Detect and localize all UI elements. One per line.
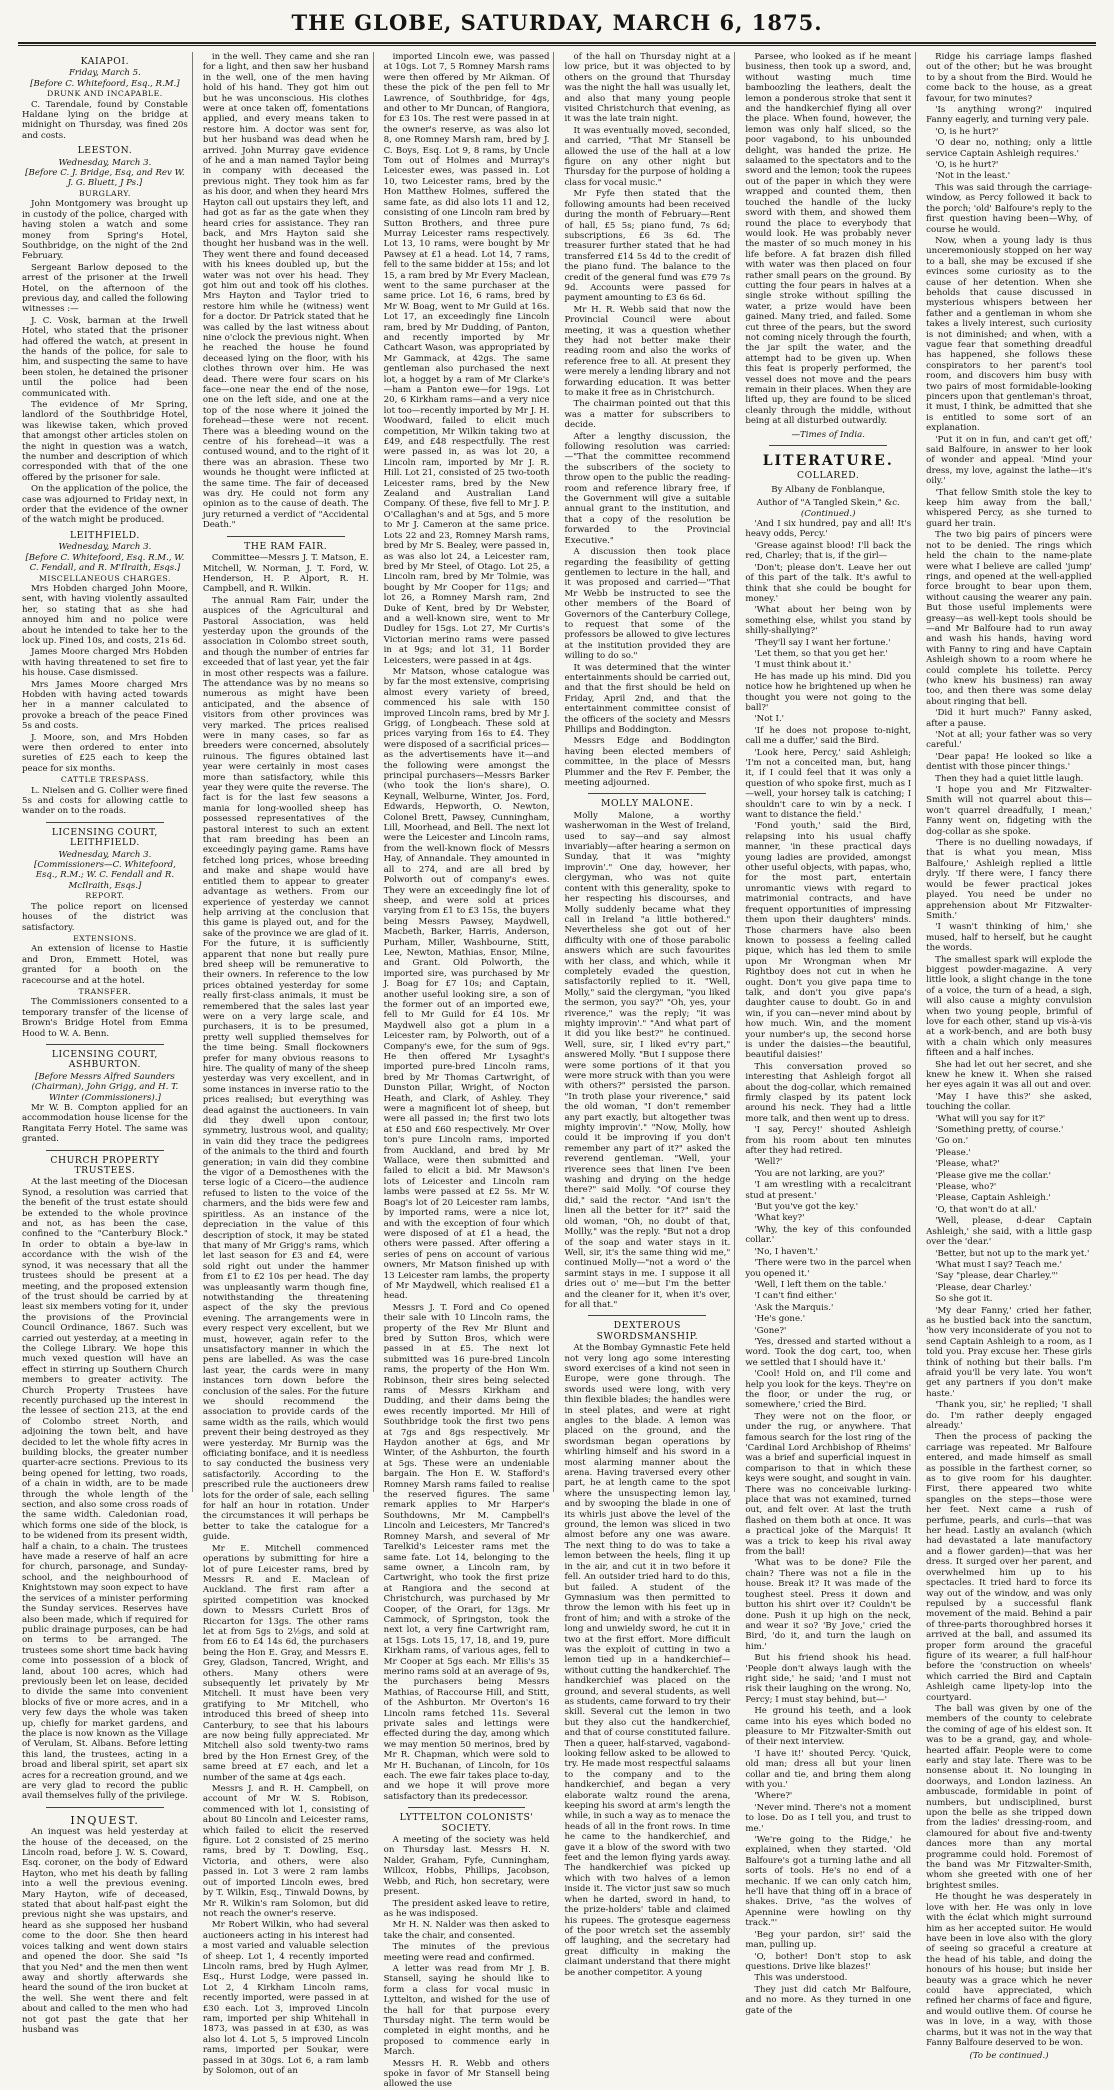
section-category: DRUNK AND INCAPABLE. — [47, 89, 163, 99]
paragraph: 'Let them, so that you get her.' — [754, 648, 888, 659]
paragraph: 'O, is he hurt?' — [935, 126, 999, 137]
section-title: LEESTON. — [77, 145, 133, 157]
paragraph: 'Thank you, sir,' he replied; 'I shall do. I'm rather deeply engaged already.' — [926, 1400, 1092, 1431]
paragraph: 'Well, please, d-dear Captain Ashleigh,' she said, with a little gasp over the 'dear.' — [926, 1216, 1092, 1248]
paragraph: Messrs J. T. Ford and Co opened their sale with 10 Lincoln rams, the property of the Rev Mr Blunt and bred by Sutton Bros, which were passed in at £5. The next lot submitted was 16 pure-bred Lincoln rams, the property of the Hon Wm. Robinson, their sires being selected rams of Messrs Kirkham and Dudding, and their dams being the ewes recently imported. Mr Hill of Southbridge took the first two pens at 7gs and 8gs respectively. Mr Haydon another at 6gs, and Mr Winter, of the Ashburton, the fourth at 5gs. These were an undeniable bargain. The Hon E. W. Stafford's Romney Marsh rams failed to realise the reserved figures. The same remark applies to Mr Harper's Southdowns, Mr M. Campbell's Lincoln and Leicesters, Mr Tancred's Romney Marsh, and several of Mr Tarelkid's Leicester rams met the same fate. Lot 14, belonging to the same owner, a Lincoln ram, by Cartwright, who took the first prize at Rangiora and the second at Christchurch, was purchased by Mr Cooper, of the Orari, for 13gs. Mr Cammock, of Springston, took the next lot, a very fine Cartwright ram, at 15gs. Lots 15, 17, 18, and 19, pure Kirkham rams, of various ages, fell to Mr Cooper at 5gs each. Mr Ellis's 35 merino rams sold at an average of 9s, the purchasers being Messrs Mathias, of Raccourse Hill, and Stitt, of the Ashburton. Mr Overton's 16 Lincoln rams fetched 11s. Several private sales and lettings were effected during the day, among which we may mention 50 merinos, bred by Mr R. Chapman, which were sold to Mr H. Buchanan, of Lincoln, for 10s each. The ewe fair takes place to-day, and we hope it will prove more satisfactory than its predecessor. — [383, 1302, 550, 1802]
paragraph: Mr E. Mitchell commenced operations by submitting for hire a lot of pure Leicester rams, bred by Messrs R. and E. Maclean of Auckland. The first ram after a spirited competition was knocked down to Messrs Curlett Bros of Riccarton for 13gs. The other rams let at from 5gs to 2½gs, and sold at from £6 to £4 14s 6d, the purchasers being the Hon E. Gray, and Messrs E. Grey, Gladson, Tancred, Wright, and others. Many others were subsequently let privately by Mr Mitchell. It must have been very gratifying to Mr Mitchell, who introduced this breed of sheep into Canterbury, to see that his labours are now being fully appreciated. Mr Mitchell also sold twenty-two rams bred by the Hon Ernest Grey, of the same breed at £7 each, and let a number of the same at 4gs each. — [202, 1543, 369, 1783]
paragraph: 'Grease against blood! I'll back the red, Charley; that is, if the girl— — [745, 540, 912, 562]
paragraph: He ground his teeth, and a look came into his eyes which boded no pleasure to Mr Fitzwalter-Smith out of their next interview. — [745, 1706, 912, 1748]
paragraph: They were not on the floor, or under the rug, or anywhere. That famous search for the lost ring of the 'Cardinal Lord Archbishop of Rheims' was a brief and superficial inquest in comparison to that in which these keys were sought, and sought in vain. There was no conceivable lurking-place that was not examined, turned out, and felt over. At last the truth flashed on them both at once. It was a practical joke of the Marquis! It was a trick to keep his rival away from the ball! — [745, 1411, 912, 1558]
divider — [588, 793, 706, 794]
paragraph: A discussion then took place regarding the feasibility of getting gentlemen to lecture in the hall, and it was proposed and carried—"That Mr Webb be instructed to see the other members of the Board of Governors of the Canterbury College, to request that some of the professors be allowed to give lectures at the institution provided they are willing to do so." — [564, 547, 731, 662]
section-date: Friday, March 5. — [68, 68, 141, 79]
masthead-rule — [18, 42, 1096, 44]
paragraph: It was determined that the winter entertainments should be carried out, and that the first should be held on Friday, April 2nd, and that the entertainment committee consist of the officers of the society and Messrs Phillips and Boddington. — [564, 662, 731, 735]
paragraph: 'I can't find either.' — [754, 1291, 837, 1302]
paragraph: Committee—Messrs J. T. Matson, E. Mitchell, W. Norman, J. T. Ford, W. Henderson, H. P. Alport, R. H. Campbell, and R. Wilkin. — [202, 553, 369, 595]
paragraph: 'I hope you and Mr Fitzwalter-Smith will not quarrel about this—won't quarrel dreadfully, I mean,' Fanny went on, fidgeting with the dog-collar as she spoke. — [926, 785, 1092, 837]
section-title: LICENSING COURT, LEITHFIELD. — [51, 826, 158, 849]
paragraph: So she got it. — [935, 1294, 993, 1305]
section-title: MOLLY MALONE. — [601, 798, 694, 810]
paragraph: 'What key?' — [754, 1213, 805, 1224]
column-6 — [922, 52, 1096, 2062]
masthead-rule-thin — [18, 45, 1096, 46]
paragraph: 'There is no duelling nowadays, if that is what you mean, Miss Balfoure,' Ashleigh replied a little dryly. 'If there were, I fancy there would be fewer practical jokes played. You need be under no apprehension about Mr Fitzwalter-Smith.' — [926, 838, 1092, 921]
column-2 — [199, 52, 374, 2076]
paragraph: John Montgomery was brought up in custody of the police, charged with having stolen a watch and some money from Spring's Hotel, Southbridge, on the night of the 2nd February. — [22, 199, 188, 262]
paragraph: 'Put it on in fun, and can't get off,' said Balfoure, in answer to her look of wonder and appeal. 'Mind your dress, my love, against the lathe—it's oily.' — [926, 434, 1092, 487]
paragraph: 'What about her being won by something else, whilst you stand by shilly-shallying?' — [745, 605, 912, 637]
masthead: THE GLOBE, SATURDAY, MARCH 6, 1875. — [291, 10, 823, 35]
paragraph: 'Please, dear Charley.' — [935, 1282, 1032, 1293]
paragraph: Mrs Hobden charged John Moore, sent, with having violently assaulted her, so stating that as she had annoyed him and no police were about he intended to take her to the lock up. Fined 10s, and costs, 21s 6d. — [22, 583, 188, 646]
paragraph: This was understood. — [754, 1973, 848, 1984]
section-category: MISCELLANEOUS CHARGES. — [38, 573, 171, 583]
paragraph: 'Something pretty, of course.' — [935, 1125, 1064, 1136]
paragraph: 'Not I.' — [754, 714, 785, 725]
paragraph: imported Lincoln ewe, was passed at 10gs. Lot 7, 5 Romney Marsh rams were then offered by Mr Aikman. Of these the pick of the pen fell to Mr Lawrence, of Southbridge, for 4gs, and other to Mr Duncan, of Rangiora, for £3 10s. The rest were passed in at the owner's reserve, as was also lot 8, one Romney Marsh ram, bred by J. C. Boys, Esq. Lot 9, 8 rams, by Uncle Tom out of Holmes and Murray's Leicester ewes, was passed in. Lot 10, two Leicester rams, bred by the Hon Matthew Holmes, suffered the same fate, as did also lots 11 and 12, consisting of one Lincoln ram bred by Sutton Brothers, and three pure Murray Leicester rams respectively. Lot 13, 10 rams, were bought by Mr Pawsey at £1 a head. Lot 14, 7 rams, fell to the same bidder at 15s; and lot 15, a ram bred by Mr Every Maclean, went to the same purchaser at the same price. Lot 16, 6 rams, bred by Mr W. Boag, went to Mr Guild at 16s. Lot 17, an exceedingly fine Lincoln ram, bred by Mr Dudding, of Panton, and recently imported by Mr Cathcart Wason, was appropriated by Mr Gammack, at 42gs. The same gentleman also purchased the next lot, a hogget by a ram of Mr Clarke's—ham a Panton ewe—for 19gs. Lot 20, 6 Kirkham rams—and a very nice lot too—recently imported by Mr J. H. Woodward, failed to elicit much competition, Mr Wilkin taking two at £49, and £48 respectfully. The rest were passed in, as was lot 20, a Lincoln ram, imported by Mr J. R. Hill. Lot 21, consisted of 25 two-tooth Leicester rams, bred by the New Zealand and Australian Land Company. Of these, five fell to Mr J. P. O'Callaghan's and at 5gs, and 5 more to Mr J. Cameron at the same price. Lots 22 and 23, Romney Marsh rams, bred by Mr S. Bealey, were passed in, as was also lot 24, a Leicester ram, bred by Mr Steel, of Otago. Lot 25, a Lincoln ram, bred by Mr Tolmie, was bought by Mr Cooper for 11gs; and lot 26, a Romney Marsh ram, 2nd Duke of Kent, bred by Dr Webster, and a well-known sire, went to Mr Dudley for 15gs. Lot 27, Mr Curtis's Victorian merino rams were passed in at 9gs; and lot 31, 11 Border Leicesters, were passed in at 4gs. — [383, 52, 550, 666]
paragraph: 'We're going to the Ridge,' he explained, when they started. 'Old Balfoure's got a turning lathe and all sorts of tools. He's no end of a mechanic. If we can only catch him, he'll have that thing off in a brace of shakes. Drive, "as the wolves of Apennine were howling on thy track."' — [745, 1835, 912, 1929]
paragraph: 'I am wrestling with a recalcitrant stud at present.' — [745, 1180, 912, 1201]
paragraph: Sergeant Barlow deposed to the arrest of the prisoner at the Irwell Hotel, on the afternoon of the previous day, and called the following witnesses :— — [22, 262, 188, 315]
paragraph: Mrs James Moore charged Mrs Hobden with having acted towards her in a manner calculated to provoke a breach of the peace Fined 5s and costs. — [22, 679, 188, 732]
paragraph: 'May I have this?' she asked, touching the collar. — [926, 1091, 1092, 1113]
to-be-continued: (To be continued.) — [969, 2051, 1049, 2062]
paragraph: 'Cool! Hold on, and I'll come and help you look for the keys. They're on the floor, or under the rug, or somewhere,' cried the Bird. — [745, 1369, 912, 1411]
paragraph: Mr H. N. Nalder was then asked to take the chair, and consented. — [383, 1920, 550, 1941]
section-bench: [Commissioners—C. Whitefoord, Esq., R.M.; W. C. Fendall and R. McIlraith, Esqs.] — [33, 860, 176, 891]
paragraph: Messrs H. R. Webb and others spoke in favor of Mr Stansell being allowed the use — [383, 2058, 550, 2090]
section-title: THE RAM FAIR. — [244, 540, 328, 552]
paragraph: in the well. They came and she ran for a light, and then saw her husband in the well, one of the men having hold of his hand. They got him out but he was unconscious. His clothes were at once taken off, fomentations applied, and every means taken to restore him. A doctor was sent for, but her husband was dead when he arrived. John Murray gave evidence of he and a man named Taylor being in company with deceased the previous night. They took him as far as his door, and when they heard Mrs Hayton call out upstairs they left, and had got as far as the gate when they heard cries for assistance. They ran back, and Mrs Hayton said she thought her husband was in the well. They went there and found deceased with his knees doubled up, but the water was not over his head. They got him out and took off his clothes. Mrs Hayton and Taylor tried to restore him while he (witness) went for a doctor. Dr Patrick stated that he was called by the last witness about nine o'clock the previous night. When he reached the house he found deceased lying on the floor, with his clothes thrown over him. He was dead. There were four scars on his face—one near the end of the nose, one on the left side, and one at the top of the nose where it joined the forehead—these were not recent. There was a bleeding wound on the centre of his forehead—it was a contused wound, and to the right of it there was an abrasion. These two wounds he thought were inflicted at the same time. The fair of deceased was dry. He could not form any opinion as to the cause of death. The jury returned a verdict of "Accidental Death." — [202, 52, 369, 531]
section-category: EXTENSIONS. — [73, 933, 137, 943]
paragraph: It was eventually moved, seconded, and carried, "That Mr Stansell be allowed the use of the hall at a low figure on any other night but Thursday for the purpose of holding a class for vocal music." — [564, 125, 731, 188]
paragraph: 'Where?' — [754, 1791, 793, 1802]
section-title: KAIAPOI. — [80, 56, 130, 67]
paragraph: 'What must I say? Teach me.' — [935, 1259, 1062, 1270]
paragraph: Messrs J. and R. H. Campbell, on account of Mr W. S. Robison, commenced with lot 1, consisting of about 80 Lincoln and Leicester rams, which failed to elicit the reserved figure. Lot 2 consisted of 25 merino rams, bred by T. Dowling, Esq., Victoria, and others, were also passed in. Lot 3 were 2 ram lambs out of imported Lincoln ewes, bred by T. Wilkin, Esq., Tinwald Downs, by Mr R. Wilkin's ram Solomon, but did not reach the owner's reserve. — [202, 1784, 369, 1919]
paragraph: Mr Fyfe then stated that the following amounts had been received during the month of February—Rent of hall, £5 5s; piano fund, 7s 6d; subscriptions, £6 3s 6d. The treasurer further stated that he had transferred £14 5s 4d to the credit of the piano fund. The balance to the credit of the general fund was £79 7s 9d. Accounts were passed for payment amounting to £3 6s 6d. — [564, 189, 731, 304]
paragraph: 'That fellow Smith stole the key to keep him away from the ball,' whispered Percy, as she turned to guard her train. — [926, 487, 1092, 529]
continued-note: (Continued.) — [800, 508, 856, 519]
paragraph: 'O dear no, nothing; only a little service Captain Ashleigh requires.' — [926, 138, 1092, 159]
divider — [46, 822, 164, 823]
section-title-literature: LITERATURE. — [762, 453, 894, 470]
section-bench: [Before Messrs Alfred Saunders (Chairman), John Grigg, and H. T. Winter (Commissioners).] — [31, 1071, 179, 1103]
paragraph: 'Fond youth,' said the Bird, relapsing into his usual chaffy manner, 'in these practical days young ladies are provided, amongst other useful objects, with papas, who, for the most part, entertain unromantic views with regard to matrimonial contracts, and have frequent opportunities of impressing them upon their daughters' minds. Those charmers have also been known to possess a feeling called pique, which has led them to smile upon Mr Wrongman when Mr Rightboy does not cut in when he ought. Don't you give papa time to talk, and don't you give papa's daughter cause to doubt. Go in and win, if you can—never mind about by how much. Win, and the moment your number's up, the second horse is under the daisies—the beautiful, beautiful daisies!' — [745, 821, 912, 1061]
section-category: CATTLE TRESPASS. — [60, 775, 149, 785]
divider — [46, 1807, 164, 1808]
section-title: LICENSING COURT, ASHBURTON. — [51, 1048, 158, 1071]
paragraph: C. Tarendale, found by Constable Haldane lying on the bridge at midnight on Thursday, was fined 20s and costs. — [22, 99, 188, 141]
paragraph: The chairman pointed out that this was a matter for subscribers to decide. — [564, 399, 731, 431]
story-title: COLLARED. — [797, 470, 860, 482]
section-bench: [Before C. J. Bridge, Esq, and Rev W. J. G. Bluett, J Ps.] — [25, 168, 185, 189]
paragraph: 'Say "please, dear Charley."' — [935, 1271, 1058, 1282]
section-date: Wednesday, March 3. — [58, 157, 152, 168]
paragraph: 'They'll say I want her fortune.' — [754, 637, 891, 648]
section-title: LYTTELTON COLONISTS' SOCIETY. — [399, 1812, 534, 1834]
paragraph: Molly Malone, a worthy washerwoman in the West of Ireland, used to say—and say almost invariably—after hearing a sermon on Sunday, that it was "mighty improvin'." One day, however, her clergyman, who was not quite content with this generality, spoke to her respecting his discourses, and Molly suddenly became what they call in Ireland "a little bothered." Nevertheless she got out of her difficulty with one of those parabolic answers which are such favourites with her class, and which, while it completely evaded the question, satisfactorily replied to it. "Well, Molly," said the clergyman, "you liked the sermon, you say?" "Oh, yes, your riverence," was the reply; "it was mighty improvin'." "And what part of it did you like best?" he continued. Well, sure, sir, I liked ev'ry part," answered Molly. "But I suppose there were some portions of it that you were more struck with than you were with others?" persisted the parson. "In troth plase your riverence," said the old woman, "I don't remember any part exactly, but altogether twas mighty improvin'." "Now, Molly, how could it be improving if you don't remember any part of it?" asked the reverend gentleman. "Well, your riverence sees that linen I've been washing and drying on the hedge there?" said Molly. "Of course they did," said the rector. "And isn't the linen all the better for it?" said the old woman, "Oh, no doubt of that, Mollly," was the reply. "But not a drop of the soap and water stays in it. Well, sir, it's the same thing wid me," continued Molly—"not a word o' the sarmint stays in me. I suppose it all dries out o' me—but I'm the better and the cleaner for it, when it's over, for all that." — [564, 810, 731, 1310]
paragraph: A letter was read from Mr J. B. Stansell, saying he should like to form a class for vocal music in Lyttelton, and wished for the use of the hall for that purpose every Thursday night. The term would be completed in eight months, and he proposed to commence early in March. — [383, 1963, 550, 2058]
paragraph: The police report on licensed houses of the district was satisfactory. — [22, 901, 188, 933]
column-3 — [380, 52, 555, 2090]
paragraph: 'I wasn't thinking of him,' she mused, half to herself, but he caught the words. — [926, 922, 1092, 954]
paragraph: 'There were two in the parcel when you opened it.' — [745, 1258, 912, 1279]
paragraph: Mr Matson, whose catalogue was by far the most extensive, comprising almost every variety of breed, commenced his sale with 150 improved Lincoln rams, bred by Mr J. Grigg, of Longbeach. These sold at prices varying from 16s to £4. They were disposed of a sacrificial prices—as the advertisements have it—and the following were amongst the principal purchasers—Messrs Barker (who took the lion's share), O. Keynall, Welburne, Winter, Jos. Ford, Edwards, Hepworth, O. Newton, Colonel Brett, Pawsey, Cunningham, Lill, Moorhead, and Bell. The next lot were the Leicester and Lincoln rams, from the well-known flock of Messrs Hay, of Annandale. They amounted in all to 274, and are all bred by Polworth out of company's ewes. They were an exceedingly fine lot of sheep, and were sold at prices varying from £1 to £3 15s, the buyers being Messrs Pawsey, Maydwell, Macbeth, Barker, Harris, Anderson, Purham, Miller, Washbourne, Stitt, Lee, Newton, Mathias, Ensor, Milne, and Grant. Old Polworth, the imported sire, was purchased by Mr J. Boag for £7 10s; and Captain, another useful looking sire, a son of the former out of an imported ewe, fell to Mr Guild for £4 10s. Mr Maydwell also got a plum in a Leicester ram, by Polworth, out of a Company's ewe, for the sum of 9gs. He then offered Mr Lysaght's imported pure-bred Lincoln rams, bred by Mr Thomas Cartwright, of Dunston Pillar, Wright, of Nocton Heath, and Clark, of Ashley. They were a magnificent lot of sheep, but were all passed in; the first two lots at £50 and £60 respectively. Mr Over ton's pure Lincoln rams, imported from Auckland, and bred by Mr Wallace, were then submitted and failed to elicit a bid. Mr Mawson's lots of Leicester and Lincoln ram lambs were passed at £2 5s. Mr W. Boag's lot of 20 Leicester ram lambs, by imported rams, were a nice lot, and with the exception of four which were disposed of at £1 a head, the others were passed. After offering a series of pens on account of various owners, Mr Matson finished up with 13 Leicester ram lambs, the property of Mr Maydwell, which realised £1 a head. — [383, 666, 550, 1302]
paragraph: The evidence of Mr Spring, landlord of the Southbridge Hotel, was likewise taken, which proved that amongst other articles stolen on the night in question was a watch, the number and description of which corresponded with that of the one offered by the prisoner for sale. — [22, 400, 188, 483]
paragraph: 'Never mind. There's not a moment to lose. Do as I tell you, and trust to me.' — [745, 1802, 912, 1834]
byline-author: Author of "A Tangled Skein," &c. — [756, 498, 900, 509]
section-title: DEXTEROUS SWORDSMANSHIP. — [596, 1320, 699, 1342]
paragraph: But his friend shook his head. 'People don't always laugh with the right side,' he said; 'and I must not risk their laughing on the wrong. No, Percy; I must stay behind, but—' — [745, 1653, 912, 1705]
paragraph: 'Dear papa! He looked so like a dentist with those pincer things.' — [926, 751, 1092, 773]
paragraph: An extension of license to Hastie and Dron, Emmett Hotel, was granted for a booth on the racecourse and at the hotel. — [22, 944, 188, 986]
columns — [18, 52, 1096, 2090]
paragraph: 'Look here, Percy,' said Ashleigh; 'I'm not a conceited man, but, hang it, if I could feel that it was only a question of who spoke first, much as I—well, your horsey talk is catching; I shouldn't care to win by a neck. I want to distance the field.' — [745, 747, 912, 821]
section-title: LEITHFIELD. — [69, 529, 140, 541]
section-category: REPORT. — [85, 891, 125, 901]
paragraph: J. C. Vosk, barman at the Irwell Hotel, who stated that the prisoner had offered the watch, at present in the hands of the police, for sale to him, and suspecting the same to have been stolen, he detained the prisoner until the police had been communicated with. — [22, 315, 188, 399]
divider — [408, 1807, 526, 1808]
paragraph: 'No, I haven't.' — [754, 1246, 819, 1257]
paragraph: He thought he was desperately in love with her. He was only in love with the éclat which might surround him as her accepted suitor. He would have been in love also with the glory of seeing so graceful a creature at the head of his table, and doing the honours of his house; but inside her beauty was a grace which he never could have appreciated, which refined her charms of face and figure, and would outlive them. Of course he was in love, in a way, with those charms, but it was not in the way that Fanny Balfoure deserved to be won. — [926, 1892, 1092, 2048]
paragraph: 'What was to be done? File the chain? There was not a file in the house. Break it? It was made of the toughest steel. Press it down and button his shirt over it? Couldn't be done. Push it up high on the neck, and wear it so? 'By Jove,' cried the Bird, 'do it, and turn the laugh on him.' — [745, 1558, 912, 1652]
paragraph: A meeting of the society was held on Thursday last. Messrs H. N. Nalder, Graham, Fyfe, Cunningham, Willcox, Hobbs, Phillips, Jacobson, Webb, and Rich, hon secretary, were present. — [383, 1835, 550, 1898]
paragraph: 'Well, I left them on the table.' — [754, 1279, 887, 1290]
paragraph: She had let out her secret, and she knew he knew it. When she raised her eyes again it was all out and over. — [926, 1059, 1092, 1091]
paragraph: Now, when a young lady is thus unceremoniously stopped on her way to a ball, she may be excused if she evinces some curiosity as to the cause of her detention. When she beholds that cause discussed in mysterious whispers between her father and a gentleman in whom she takes a lively interest, such curiosity is not diminished; and when, with a vague fear that something dreadful has happened, she follows these conspirators to her parent's tool room, and discovers him busy with two pairs of most formidable-looking pincers upon that gentleman's throat, it must, I think, be admitted that she is entitled to some sort of an explanation. — [926, 235, 1092, 434]
paragraph: At the Bombay Gymnastic Fete held not very long ago some interesting sword exercises of a kind not seen in Europe, were gone through. The swords used were long, with very thin flexible blades; the handles were in steel plates, and were at right angles to the blade. A lemon was placed on the ground, and the swordsman began operations by whirling himself and his sword in a most alarming manner about the arena. Having traversed every other part, he at length came to the spot where the unsuspecting lemon lay, and by swooping the blade in one of its whirls just above the level of the ground, the lemon was sliced in two almost before any one was aware. The next thing to do was to take a lemon between the heels, fling it up in the air, and cut it in two before it fell. An outsider tried hard to do this, but failed. A student of the Gymnasium was then permitted to throw the lemon with his feet up in front of him; and with a stroke of the long and unwieldy sword, he cut it in two at the first effort. More difficult was the exploit of cutting in two a lemon tied up in a handkerchief—without cutting the handkerchief. The handkerchief was placed on the ground, and several students, as well as students, came forward to try their skill. Several cut the lemon in two but they also cut the handkerchief, and that of course constituted failure. Then a queer, half-starved, vagabond-looking fellow asked to be allowed to try. He made most respectful salaams to the company and to the handkerchief, and began a very elaborate waltz round the arena, keeping his sword at arm's length the while, in such a way as to menace the heads of all in the front rows. In time he came to the handkerchief, and gave it a blow of the sword with two feet and the lemon flying yards away. The handkerchief was picked up which with two halves of a lemon inside it. The victor just saw so much when he darted, sword in hand, to the prize-holders' table and claimed his rupees. The grotesque eagerness of the poor wretch set the assembly off laughing, and the secretary had great difficulty in making the claimant understand that there might be another competitor. A young — [564, 1343, 731, 1978]
paragraph: Ridge his carriage lamps flashed out of the other; but he was brought to by a shout from the Bird. Would he come back to the house, as a great favour, for two minutes? — [926, 52, 1092, 104]
paragraph: 'But you've got the key.' — [754, 1202, 859, 1213]
section-category: BURGLARY. — [78, 188, 131, 198]
paragraph: 'I say, Percy!' shouted Ashleigh from his room about ten minutes after they had retired. — [745, 1125, 912, 1157]
source-credit: —Times of India. — [791, 429, 866, 440]
paragraph: 'Don't; please don't. Leave her out of this part of the talk. It's awful to think that she could be bought for money.' — [745, 562, 912, 604]
section-title: INQUEST. — [70, 1813, 140, 1827]
paragraph: He has made up his mind. Did you notice how he brightened up when he thought you were not going to the ball?' — [745, 671, 912, 713]
paragraph: 'Beg your pardon, sir!' said the man, pulling up. — [745, 1929, 912, 1951]
paragraph: 'Please give me the collar.' — [935, 1170, 1052, 1181]
section-date: Wednesday, March 3. — [58, 542, 152, 553]
paragraph: This conversation proved so interesting that Ashleigh forgot all about the dog-collar, which remained firmly clasped by its patent lock around his neck. They had a little more talk, and then went up to dress. — [745, 1061, 912, 1124]
paragraph: 'I must think about it.' — [754, 660, 852, 671]
paragraph: 'And I six hundred, pay and all! It's heavy odds, Percy.' — [745, 519, 912, 540]
divider — [227, 536, 345, 537]
section-category: TRANSFER. — [78, 986, 132, 996]
paragraph: The smallest spark will explode the biggest powder-magazine. A very little look, a slight change in the tone of a voice, the turn of a head, a sigh, will also cause a mighty convulsion when two young people, brimful of love for each other, stand up vis-à-vis at a work-bench, and are both busy with a chain which only measures fifteen and a half inches. — [926, 954, 1092, 1059]
section-title: CHURCH PROPERTY TRUSTEES. — [50, 1154, 160, 1177]
paragraph: 'What will you say for it?' — [935, 1113, 1046, 1124]
paragraph: 'Well?' — [754, 1157, 783, 1168]
paragraph: The annual Ram Fair, under the auspices of the Agricultural and Pastoral Association, was held yesterday upon the grounds of the association in Colombo street south, and though the number of entries far exceeded that of last year, yet the fair in most other respects was a failure. The attendance was by no means so numerous as might have been anticipated, and the absence of visitors from other provinces was very marked. The prices realised were in many cases, so far as breeders were concerned, absolutely ruinous. The figures obtained last year were certainly in most cases more than satisfactory, while this year they were quite the reverse. The fact is for the last few seasons a mania for long-woolled sheep has possessed representatives of the pastoral interest to such an extent that ram breeding has been an exceedingly paying game. Rams have fetched long prices, whose breeding and make and shape would have entitled them to appear to greater advantage as wethers. From our experience of yesterday we cannot help arriving at the conclusion that this game is played out, and for the sake of the province we are glad of it. For the future, it is sufficiently apparent that none but really pure bred sheep will be remunerative to their owners. In reference to the low prices obtained yesterday for some really first-class animals, it must be remembered that the sales last year were on a very large scale, and purchasers, it is to be presumed, pretty well supplied themselves for the time being. Small flockowners prefer for many obvious reasons to hire. The quality of many of the sheep yesterday was very excellent, and in some instances in inverse ratio to the prices realised; but everything was dead against the auctioneers. In vain did they dwell upon contour, symmetry, lustrous wool, and quality; in vain did they trace the pedigrees of the animals to the third and fourth generation; in vain did they combine the vigor of a Demosthenes with the terse logic of a Cicero—the audience refused to listen to the voice of the charmers, and the bids were few and spiritless. As an instance of the depreciation in the value of this description of stock, it may be stated that many of Mr Grigg's rams, which let last season for £3 and £4, were sold right out under the hammer from £1 to £2 10s per head. The day was unpleasantly warm though fine, notwithstanding the threatening aspect of the sky the previous evening. The arrangements were in every respect very excellent, but we must, however, again refer to the unsatisfactory manner in which the pens are labelled. As was the case last year, the cards were in many instances torn down before the conclusion of the sales. For the future we should recommend the association to provide cards of the same width as the rails, which would prevent their being destroyed as they were yesterday. Mr Burnip was the officiating boniface, and it is needless to say conducted the business very satisfactorily. According to the prescribed rule the auctioneers drew lots for the order of sale, each selling for half an hour in rotation. Under the circumstances it will perhaps be better to take the catalogue for a guide. — [202, 595, 369, 1543]
paragraph: James Moore charged Mrs Hobden with having threatened to set fire to his house. Case dismissed. — [22, 647, 188, 679]
paragraph: Mr Robert Wilkin, who had several auctioneers acting in his interest had a most varied and valuable selection of sheep. Lot 1, 4 recently imported Lincoln rams, bred by Hugh Aylmer, Esq., Hurst Lodge, were passed in. Lot 2, 4 Kirkham Lincoln rams, recently imported, were passed in at £30 each. Lot 3, improved Lincoln ram, imported per ship Whitehall in 1873, was passed in at £30, as was also lot 4. Lot 5, 5 improved Lincoln rams, imported per Soukar, were passed in at 30gs. Lot 6, a ram lamb by Solomon, out of an — [202, 1920, 369, 2076]
paragraph: 'Go on.' — [935, 1136, 969, 1147]
paragraph: 'O, is he hurt?' — [935, 160, 999, 171]
paragraph: The two big pairs of pincers were not to be denied. The rings which held the chain to the name-plate were what I believe are called 'jump' rings, and opened at the well-applied force brought to bear upon them, without causing the wearer any pain. But those useful implements were greasy—as well-kept tools should be—and Mr Balfoure had to run away and wash his hands, having word with Fanny to ring and have Captain Ashleigh shown to a room where he could complete his toilette. Percy (who knew his business) ran away too, and then there was some delay about ringing that bell. — [926, 530, 1092, 707]
paragraph: 'My dear Fanny,' cried her father, as he bustled back into the sanctum, 'how very inconsiderate of you not to send Captain Ashleigh to a room, as I told you. Pray excuse her. These girls think of nothing but their balls. I'm afraid you'll be very late. You won't get any partners if you don't make haste.' — [926, 1305, 1092, 1399]
paragraph: Then they had a quiet little laugh. — [935, 773, 1084, 784]
paragraph: 'Please, who?' — [935, 1182, 997, 1193]
paragraph: Messrs Edge and Boddington having been elected members of committee, in the place of Messrs Plummer and the Rev F. Pember, the meeting adjourned. — [564, 736, 731, 789]
paragraph: 'O, that won't do at all.' — [935, 1204, 1037, 1215]
paragraph: 'Did it hurt much?' Fanny asked, after a pause. — [926, 708, 1092, 729]
paragraph: 'O, bother! Don't stop to ask questions. Drive like blazes!' — [745, 1951, 912, 1972]
paragraph: 'He's gone.' — [754, 1314, 806, 1325]
paragraph: Mr H. R. Webb said that now the Provincial Council were about meeting, it was a question whether they had not better make their reading room and also the works of reference free to all. At present they were merely a lending library and not forwarding education. It was better to make it free as in Christchurch. — [564, 304, 731, 398]
divider — [46, 1150, 164, 1151]
paragraph: 'I have it!' shouted Percy. 'Quick, old man; dress all but your linen collar and tie, and bring them along with you.' — [745, 1748, 912, 1790]
paragraph: 'Please.' — [935, 1147, 971, 1158]
paragraph: 'Gone?' — [754, 1325, 787, 1336]
paragraph: 'Not at all; your father was so very careful.' — [926, 730, 1092, 751]
divider — [769, 445, 887, 446]
divider — [588, 1315, 706, 1316]
paragraph: of the hall on Thursday night at a low price, but it was objected to by others on the ground that Thursday was the night the hall was usually let, and also that many young people visited Christchurch that evening, as it was the late train night. — [564, 52, 731, 125]
paragraph: This was said through the carriage-window, as Percy followed it back to the porch; 'old' Balfoure's reply to the first question having been—Why, of course he would. — [926, 182, 1092, 235]
paragraph: At the last meeting of the Diocesan Synod, a resolution was carried that the benefit of the trust estate should be extended to the whole province and not, as has been the case, confined to the "Canterbury Block." In order to obtain a bye-law in accordance with the wish of the synod, it was necessary that all the trustees should be present at a meeting, and the proposed extension of the trust should be carried by at least six members voting for it, under the provisions of the Provincial Council Ordinance, 1867. Such was carried out yesterday, at a meeting in the College Library. We hope this much vexed question will have an effect in stirring up Southern Church members to greater activity. The Church Property Trustees have recently purchased up the interest in the lessee of section 213, at the end of Colombo street North, and adjoining the town belt, and have decided to let the whole fifty acres in building blocks, the greater number quarter-acre sections. Previous to its being opened for letting, two roads, of a chain in width, are to be made through the whole length of the section, and also some cross roads of the same width. Caledonian road, which forms one side of the block, is to be widened from its present width, half a chain, to a chain. The trustees have made a reserve of half an acre for church, parsonage, and Sunday-school, and the neighbourhood of Knightstown may soon expect to have the services of a minister performing the Sunday services. Reserves have also been made, which if required for public drainage purposes, can be had on terms to be arranged. The trustees some short time back having come into possession of a block of land, about 100 acres, which had previously been let on lease, decided to divide the same into convenient blocks of five or more acres, and in a very few days the whole was taken up, chiefly for market gardens, and the place is now known as the Village of Verulam, St. Albans. Before letting this land, the trustees, acting in a broad and liberal spirit, set apart six acres for a recreation ground, and we are very glad to record the public avail themselves fully of the privilege. — [22, 1177, 188, 1802]
paragraph: L. Nielsen and G. Collier were fined 5s and costs for allowing cattle to wander on to the roads. — [22, 785, 188, 817]
divider — [46, 1044, 164, 1045]
paragraph: The ball was given by one of the members of the county to celebrate the coming of age of his eldest son. It was to be a grand, gay, and whole-hearted affair. People were to come early and stay late. There was to be nonsense about it. No lounging in doorways, and London laziness. An ambuscade, formidable in point of numbers, but undisciplined, burst upon the belle as she tripped down from the ladies' dressing-room, and clamoured for about five and-twenty dances more than any mortal programme could hold. Foremost of the band was Mr Fitzwalter-Smith, whom she greeted with one of her brightest smiles. — [926, 1703, 1092, 1891]
paragraph: Then the process of packing the carriage was repeated. Mr Balfoure entered, and made himself as small as possible in the farthest corner, so as to give room for his daughter. First, there appeared two white spangles on the steps—those were her feet. Next came a rush of perfume, pearls, and curls—that was her head. Lastly an avalanch (which had devastated a late manufactory and a flower garden)—that was her dress. It surged over her parent, and overwhelmed him up to his spectacles. It tried hard to force its way out of the window, and was only repulsed by a successful flank movement of the maid. Behind a pair of three-parts thoroughbred horses it arrived at the ball, and assumed its proper form around the graceful figure of its wearer, a full half-hour before the 'construction on wheels' which carried the Bird and Captain Ashleigh came lipety-lop into the courtyard. — [926, 1432, 1092, 1703]
paragraph: 'If he does not propose to-night, call me a duffer,' said the Bird. — [745, 725, 912, 747]
paragraph: 'Is anything wrong?' inquired Fanny eagerly, and turning very pale. — [926, 105, 1092, 126]
section-bench: [Before C. Whitefoord, Esq., R.M.] — [30, 78, 180, 89]
paragraph: The minutes of the previous meeting were read and confirmed. — [383, 1942, 550, 1963]
paragraph: 'Ask the Marquis.' — [754, 1302, 834, 1313]
paragraph: 'Yes, dressed and started without a word. Took the dog cart, too, when we settled that I should have it.' — [745, 1336, 912, 1368]
paragraph: 'Why, the key of this confounded collar.' — [745, 1224, 912, 1246]
section-date: Wednesday, March 3. — [58, 849, 152, 860]
paragraph: 'Not in the least.' — [935, 171, 1011, 182]
paragraph: J. Moore, son, and Mrs Hobden were then ordered to enter into sureties of £25 each to keep the peace for six months. — [22, 732, 188, 774]
byline: By Albany de Fonblanque, — [771, 484, 886, 495]
paragraph: 'Please, what?' — [935, 1159, 1000, 1170]
paragraph: On the application of the police, the case was adjourned to Friday next, in order that the evidence of the owner of the watch might be produced. — [22, 484, 188, 526]
column-4 — [560, 52, 735, 1978]
paragraph: The president asked leave to retire, as he was indisposed. — [383, 1898, 550, 1919]
section-bench: [Before C. Whitefoord, Esq. R.M., W. C. Fendall, and R. M'Ilraith, Esqs.] — [25, 552, 185, 574]
paragraph: An inquest was held yesterday at the house of the deceased, on the Lincoln road, before J. W. S. Coward, Esq. coroner, on the body of Edward Hayton, who met his death by falling into a well the previous evening. Mary Hayton, wife of deceased, stated that about half-past eight the previous night she was upstairs, and heard as she supposed her husband come to the door. She then heard voices talking and went down stairs and opened the door. She said "Is that you Ned" and the men then went away and shortly afterwards she heard the sound of the iron bucket at the well. She went there and felt about and called to the men who had not got past the gate that her husband was — [22, 1827, 188, 2035]
paragraph: After a lengthy discussion, the following resolution was carried:—"That the committee recommend the subscribers of the society to throw open to the public the reading-room and reference library free, if the Government will give a suitable annual grant to the institution, and that a copy of the resolution be forwarded to the Provincial Executive." — [564, 431, 731, 546]
paragraph: 'Better, but not up to the mark yet.' — [935, 1248, 1090, 1259]
paragraph: 'Please, Captain Ashleigh.' — [935, 1193, 1051, 1204]
paragraph: Parsee, who looked as if he meant business, then took up a sword, and, without wasting much time bamboozling the leathers, dealt the lemon a ponderous stroke that sent it and the handkerchief flying all over the place. When found, however, the lemon was only half sliced, so the poor vagabond, to his unbounded delight, was handed the prize. He salaamed to the spectators and to the sword and the lemon; took the rupees out of the paper in which they were wrapped and counted them, then touched the handle of the lucky sword with them, and showed them round the place to everybody that would look. He was probably never the master of so much money in his life before. A fat brazen dish filled with water was then placed on four rather small pears on the ground. By cutting the four pears in halves at a single stroke without spilling the water, a prize would have been gained. Many tried, and failed. Some cut three of the pears, but the sword not coming nicely through the fourth, the jar spilt the water, and the attempt had to be given up. When this feat is properly performed, the vessel does not move and the pears remain in their places. When they are lifted up, they are found to be sliced cleanly through the middle, without being at all disturbed outwardly. — [745, 52, 912, 427]
paragraph: 'You are not larking, are you?' — [754, 1168, 886, 1179]
paragraph: The Commissioners consented to a temporary transfer of the license of Brown's Bridge Hotel from Emma Hood to W. A. Benn. — [22, 997, 188, 1039]
column-1 — [18, 52, 193, 2035]
paragraph: They just did catch Mr Balfoure, and no more. As they turned in one gate of the — [745, 1984, 912, 2016]
paragraph: Mr W. B. Compton applied for an accommodation house license for the Rangitata Ferry Hotel. The same was granted. — [22, 1103, 188, 1145]
column-5 — [741, 52, 916, 2016]
